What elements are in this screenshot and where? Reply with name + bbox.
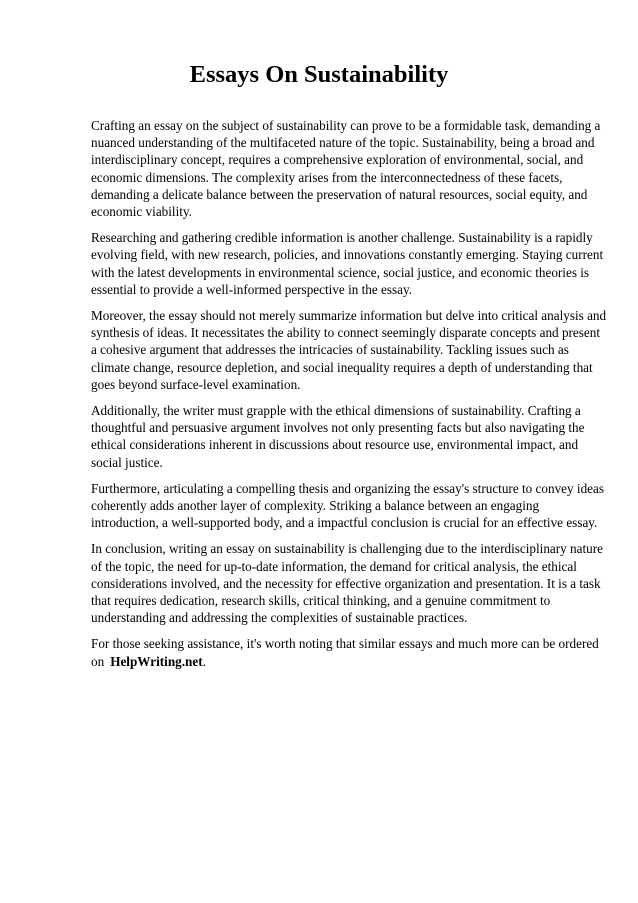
text-line: essential to provide a well-informed perspective in the essay.	[91, 281, 413, 297]
text-line: economic dimensions. The complexity arises from the interconnectedness of these facets,	[91, 169, 563, 185]
helpwriting-link[interactable]: HelpWriting.net	[110, 653, 203, 669]
text-line: In conclusion, writing an essay on sustainability is challenging due to the interdisciplinary nature	[91, 541, 604, 557]
text-line: coherently adds another layer of complexity. Striking a balance between an engaging	[91, 498, 540, 514]
text-line: evolving field, with new research, policies, and innovations constantly emerging. Staying current	[91, 247, 604, 263]
text-line: Additionally, the writer must grapple with the ethical dimensions of sustainability. Crafting a	[91, 403, 581, 419]
text-line: goes beyond surface-level examination.	[91, 376, 301, 392]
text-line: Researching and gathering credible information is another challenge. Sustainability is a rapidly	[91, 230, 593, 246]
paragraph-4	[91, 402, 603, 471]
text-line: synthesis of ideas. It necessitates the ability to connect seemingly disparate concepts and present	[91, 325, 601, 341]
text-line: social justice.	[91, 454, 163, 470]
text-line: ethical considerations inherent in discussions about resource use, environmental impact, and	[91, 437, 579, 453]
text-line: Moreover, the essay should not merely summarize information but delve into critical analysis and	[91, 308, 607, 324]
text-line: demanding a delicate balance between the preservation of natural resources, social equity, and	[91, 186, 588, 202]
text-line: economic viability.	[91, 204, 192, 220]
text-line: a cohesive argument that addresses the intricacies of sustainability. Tackling issues such as	[91, 342, 569, 358]
text-line: understanding and addressing the complexities of sustainable practices.	[91, 610, 468, 626]
text-line: of the topic, the need for up-to-date information, the demand for critical analysis, the ethical	[91, 558, 577, 574]
text-line: thoughtful and persuasive argument involves not only presenting facts but also navigating the	[91, 420, 585, 436]
text-line: that requires dedication, research skills, critical thinking, and a genuine commitment to	[91, 593, 551, 609]
closing-paragraph	[91, 635, 603, 669]
page-title: Essays On Sustainability	[189, 61, 449, 88]
closing-link-line	[91, 653, 603, 670]
text-line: Crafting an essay on the subject of sustainability can prove to be a formidable task, demanding a	[91, 118, 601, 133]
paragraph-1	[91, 117, 603, 220]
text-line: For those seeking assistance, it's worth noting that similar essays and much more can be ordered	[91, 636, 599, 652]
closing-suffix: .	[202, 653, 206, 669]
text-line: considerations involved, and the necessity for effective organization and presentation. It is a task	[91, 575, 601, 591]
text-line: with the latest developments in environmental science, social justice, and economic theories is	[91, 264, 590, 280]
closing-prefix: on	[91, 653, 105, 669]
paragraph-6	[91, 540, 603, 626]
text-line: climate change, resource depletion, and social inequality requires a depth of understanding that	[91, 359, 593, 375]
essay-body	[91, 117, 607, 679]
text-line: interdisciplinary concept, requires a comprehensive exploration of environmental, social, and	[91, 152, 584, 168]
paragraph-3	[91, 307, 607, 393]
text-line: Furthermore, articulating a compelling thesis and organizing the essay's structure to convey ideas	[91, 480, 605, 496]
paragraph-2	[91, 229, 603, 298]
text-line: nuanced understanding of the multifaceted nature of the topic. Sustainability, being a broad and	[91, 135, 595, 151]
text-line: introduction, a well-supported body, and a impactful conclusion is crucial for an effective essay.	[91, 515, 598, 531]
paragraph-5	[91, 480, 603, 532]
